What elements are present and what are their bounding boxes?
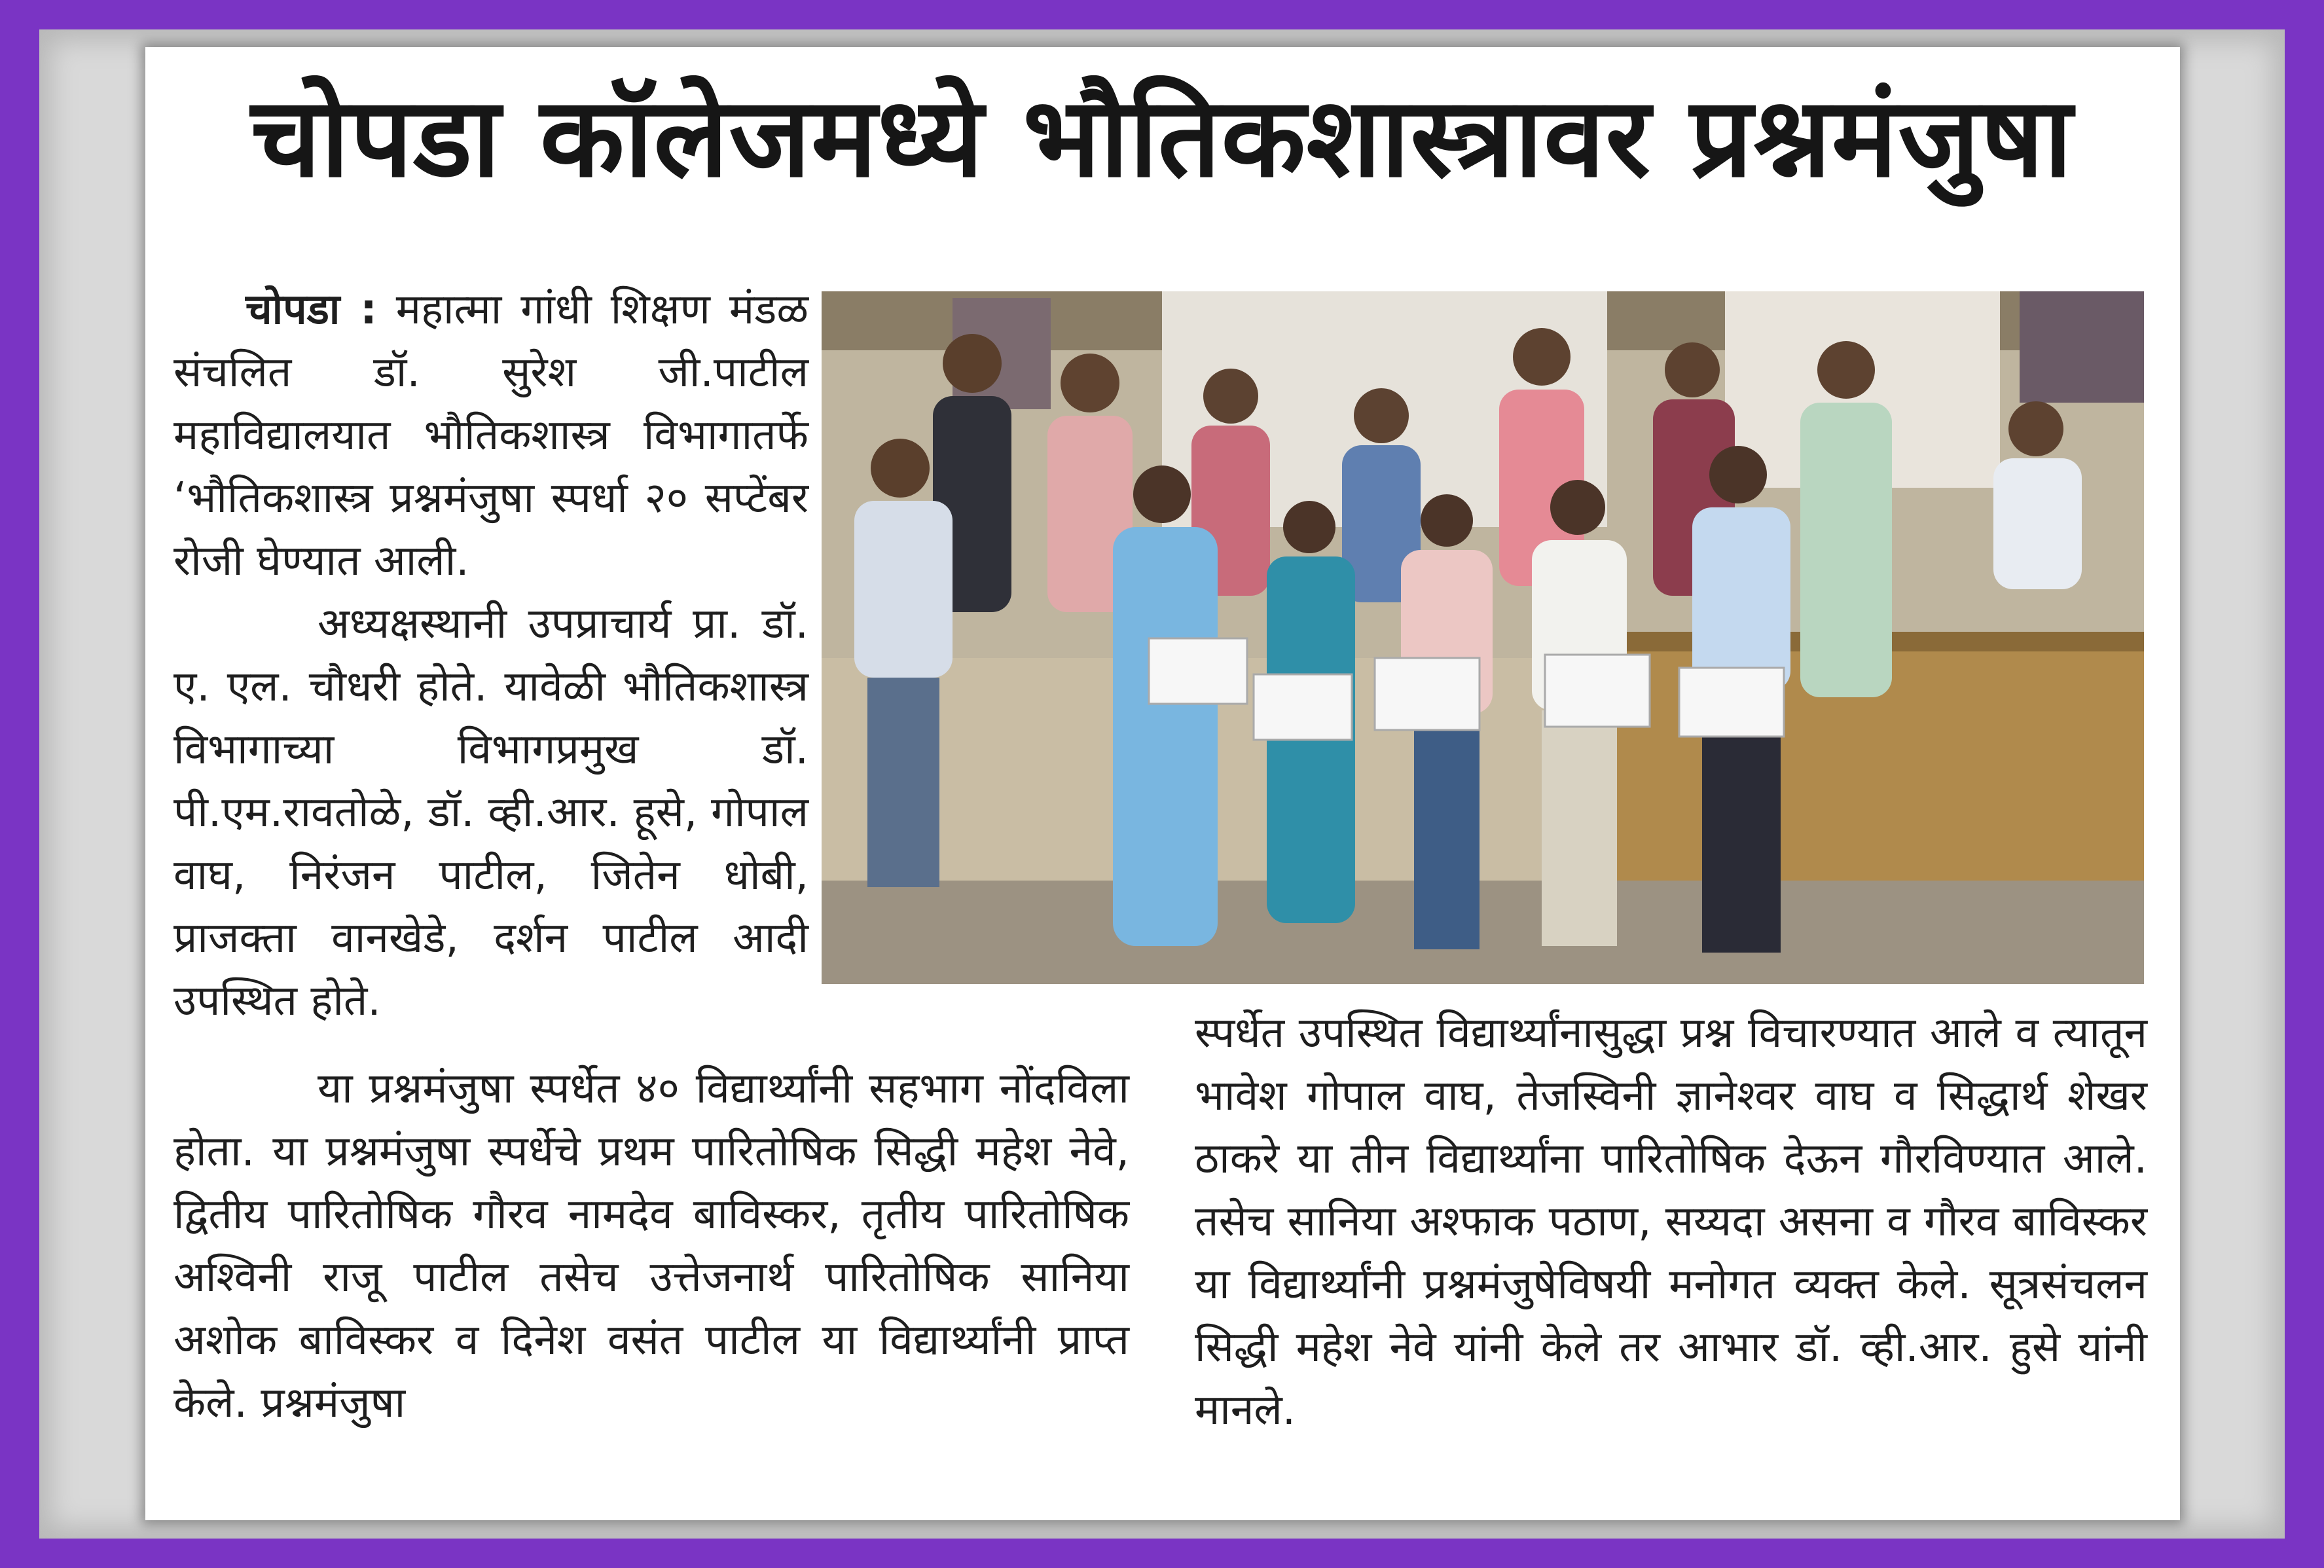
headline: चोपडा कॉलेजमध्ये भौतिकशास्त्रावर प्रश्नमंजुषा bbox=[251, 73, 2073, 202]
paragraph-attendees: अध्यक्षस्थानी उपप्राचार्य प्रा. डॉ. ए. एल. चौधरी होते. यावेळी भौतिकशास्त्र विभागाच्या विभागप्रमुख डॉ. पी.एम.रावतोळे, डॉ. व्ही.आर. हूसे, गोपाल वाघ, निरंजन पाटील, जितेन धोबी, प्राजक्ता वानखेडे, दर्शन पाटील आदी उपस्थित होते. bbox=[173, 600, 808, 1025]
paragraph-winners: या प्रश्नमंजुषा स्पर्धेत ४० विद्यार्थ्यांनी सहभाग नोंदविला होता. या प्रश्नमंजुषा स्पर्धेचे प्रथम पारितोषिक सिद्धी महेश नेवे, द्वितीय पारितोषिक गौरव नामदेव बाविस्कर, तृतीय पारितोषिक अश्विनी राजू पाटील तसेच उत्तेजनार्थ पारितोषिक सानिया अशोक बाविस्कर व दिनेश वसंत पाटील या विद्यार्थ्यांनी प्राप्त केले. प्रश्नमंजुषा bbox=[173, 1065, 1129, 1427]
article-column-2 bbox=[173, 1057, 1129, 1434]
event-photo bbox=[822, 291, 2144, 984]
intro-text: महात्मा गांधी शिक्षण मंडळ संचलित डॉ. सुरेश जी.पाटील महाविद्यालयात भौतिकशास्त्र विभागातर्फे ‘भौतिकशास्त्र प्रश्नमंजुषा स्पर्धा २० सप्टेंबर रोजी घेण्यात आली. bbox=[173, 285, 808, 585]
group-photo-illustration bbox=[822, 291, 2144, 984]
dateline: चोपडा : bbox=[245, 285, 377, 334]
article-column-1 bbox=[173, 278, 808, 1032]
article-column-3 bbox=[1195, 1002, 2147, 1442]
paragraph-closing: स्पर्धेत उपस्थित विद्यार्थ्यांनासुद्धा प्रश्न विचारण्यात आले व त्यातून भावेश गोपाल वाघ, तेजस्विनी ज्ञानेश्वर वाघ व सिद्धार्थ शेखर ठाकरे या तीन विद्यार्थ्यांना पारितोषिक देऊन गौरविण्यात आले. तसेच सानिया अश्फाक पठाण, सय्यदा असना व गौरव बाविस्कर या विद्यार्थ्यांनी प्रश्नमंजुषेविषयी मनोगत व्यक्त केले. सूत्रसंचलन सिद्धी महेश नेवे यांनी केले तर आभार डॉ. व्ही.आर. हुसे यांनी मानले. bbox=[1195, 1009, 2147, 1434]
paragraph-intro bbox=[173, 278, 808, 593]
